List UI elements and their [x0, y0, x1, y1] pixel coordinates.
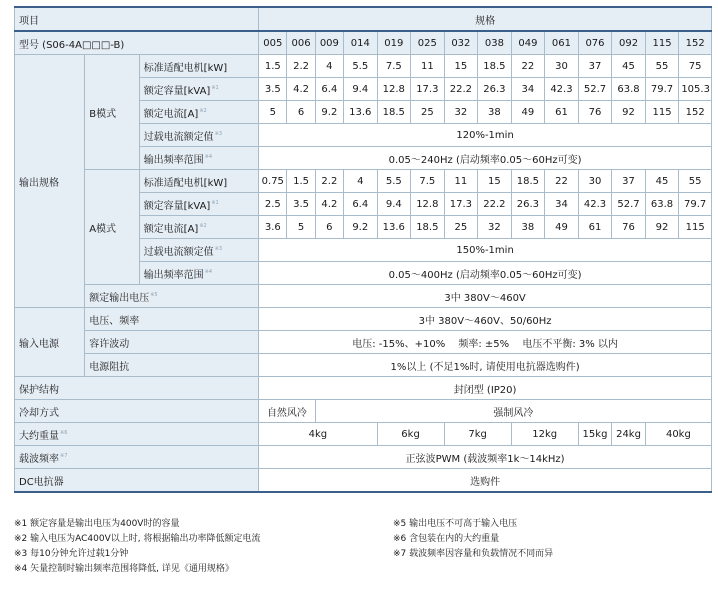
weight-cell: 24kg	[612, 423, 646, 446]
weight-cell: 7kg	[444, 423, 511, 446]
b-capacity-label: 额定容量[kVA]	[143, 85, 211, 97]
note-mark: ※4	[204, 154, 213, 161]
a-capacity-cell: 26.3	[511, 193, 545, 216]
a-current-cell: 38	[511, 216, 545, 239]
b-motor-cell: 4	[315, 55, 343, 78]
dc-label: DC电抗器	[15, 469, 259, 493]
b-capacity-cell: 26.3	[478, 78, 512, 101]
a-current-cell: 92	[645, 216, 679, 239]
b-current-cell: 152	[679, 101, 712, 124]
b-motor-cell: 30	[545, 55, 579, 78]
b-current-cell: 76	[578, 101, 612, 124]
weight-label: 大约重量	[19, 430, 59, 442]
a-current-label-cell	[139, 216, 258, 239]
a-current-cell: 3.6	[259, 216, 287, 239]
b-current-cell: 25	[411, 101, 445, 124]
a-current-cell: 13.6	[377, 216, 411, 239]
a-current-cell: 32	[478, 216, 512, 239]
b-motor-cell: 37	[578, 55, 612, 78]
model-code: 038	[478, 31, 512, 55]
b-current-label-cell	[139, 101, 258, 124]
input-voltage-row	[15, 308, 712, 331]
b-capacity-cell: 12.8	[377, 78, 411, 101]
model-code: 061	[545, 31, 579, 55]
b-freq-label-cell	[139, 147, 258, 170]
b-capacity-cell: 9.4	[344, 78, 378, 101]
b-motor-cell: 2.2	[287, 55, 315, 78]
footnote: ※2 输入电压为AC400V以上时, 将根据输出功率降低额定电流	[14, 534, 261, 544]
note-mark: ※1	[211, 200, 219, 207]
input-tolerance-row	[15, 331, 712, 354]
note-mark: ※2	[199, 223, 207, 230]
b-capacity-cell: 3.5	[259, 78, 287, 101]
input-impedance-value: 1%以上 (不足1%时, 请使用电抗器选购件)	[259, 354, 712, 377]
header-spec: 规格	[259, 7, 712, 31]
note-mark: ※5	[150, 292, 158, 299]
protection-value: 封闭型 (IP20)	[259, 377, 712, 400]
b-capacity-cell: 34	[511, 78, 545, 101]
input-impedance-row	[15, 354, 712, 377]
a-current-cell: 115	[679, 216, 712, 239]
b-motor-cell: 15	[444, 55, 478, 78]
note-mark: ※3	[214, 246, 223, 253]
b-overload-label-cell	[139, 124, 258, 147]
b-capacity-cell: 6.4	[315, 78, 343, 101]
a-freq-label-cell	[139, 262, 258, 285]
model-code: 014	[344, 31, 378, 55]
carrier-label: 载波频率	[19, 453, 59, 465]
weight-cell: 4kg	[259, 423, 377, 446]
b-capacity-cell: 17.3	[411, 78, 445, 101]
model-code: 152	[679, 31, 712, 55]
a-current-cell: 9.2	[344, 216, 378, 239]
notes-left	[14, 517, 260, 577]
a-motor-cell: 18.5	[511, 170, 545, 193]
footnote: ※6 含包装在内的大约重量	[393, 534, 500, 544]
a-capacity-label: 额定容量[kVA]	[143, 200, 211, 212]
model-code: 049	[511, 31, 545, 55]
footnote: ※4 矢量控制时输出频率范围将降低, 详见《通用规格》	[14, 564, 234, 574]
input-tolerance-value: 电压: -15%、+10% 频率: ±5% 电压不平衡: 3% 以内	[259, 331, 712, 354]
b-capacity-cell: 22.2	[444, 78, 478, 101]
a-motor-cell: 22	[545, 170, 579, 193]
b-capacity-cell: 4.2	[287, 78, 315, 101]
model-code: 025	[411, 31, 445, 55]
note-mark: ※7	[60, 453, 68, 460]
footnote: ※7 载波频率因容量和负载情况不同而异	[393, 549, 554, 559]
b-current-cell: 92	[612, 101, 646, 124]
b-motor-cell: 22	[511, 55, 545, 78]
footnote: ※1 额定容量是输出电压为400V时的容量	[14, 519, 180, 529]
b-motor-cell: 11	[411, 55, 445, 78]
protection-row	[15, 377, 712, 400]
weight-cell: 6kg	[377, 423, 444, 446]
carrier-value: 正弦波PWM (载波频率1k～14kHz)	[259, 446, 712, 469]
model-code: 009	[315, 31, 343, 55]
a-capacity-cell: 52.7	[612, 193, 646, 216]
a-current-cell: 61	[578, 216, 612, 239]
carrier-label-cell	[15, 446, 259, 469]
a-motor-cell: 30	[578, 170, 612, 193]
b-capacity-cell: 52.7	[578, 78, 612, 101]
dc-row	[15, 469, 712, 493]
model-row	[15, 31, 712, 55]
output-voltage-row	[15, 285, 712, 308]
a-capacity-cell: 79.7	[679, 193, 712, 216]
model-label: 型号 (S06-4A□□□-B)	[15, 31, 259, 55]
b-motor-cell: 5.5	[344, 55, 378, 78]
output-voltage-label: 额定输出电压	[89, 292, 150, 304]
b-motor-cell: 55	[645, 55, 679, 78]
b-current-cell: 61	[545, 101, 579, 124]
b-current-cell: 115	[645, 101, 679, 124]
a-current-cell: 18.5	[411, 216, 445, 239]
a-capacity-cell: 3.5	[287, 193, 315, 216]
a-current-label: 额定电流[A]	[143, 223, 199, 235]
a-current-cell: 6	[315, 216, 343, 239]
output-voltage-label-cell	[85, 285, 259, 308]
b-current-cell: 9.2	[315, 101, 343, 124]
a-motor-cell: 45	[645, 170, 679, 193]
model-code: 092	[612, 31, 646, 55]
a-capacity-cell: 4.2	[315, 193, 343, 216]
a-overload-label-cell	[139, 239, 258, 262]
a-current-cell: 49	[545, 216, 579, 239]
a-capacity-cell: 17.3	[444, 193, 478, 216]
a-overload-value: 150%-1min	[259, 239, 712, 262]
note-mark: ※6	[60, 430, 68, 437]
a-capacity-cell: 2.5	[259, 193, 287, 216]
a-motor-cell: 7.5	[411, 170, 445, 193]
a-motor-row	[15, 170, 712, 193]
note-mark: ※4	[204, 269, 213, 276]
a-capacity-cell: 9.4	[377, 193, 411, 216]
b-motor-cell: 45	[612, 55, 646, 78]
model-code: 019	[377, 31, 411, 55]
a-capacity-cell: 12.8	[411, 193, 445, 216]
note-mark: ※1	[211, 85, 219, 92]
spec-table	[14, 6, 712, 493]
input-group-label: 输入电源	[15, 308, 85, 377]
input-impedance-label: 电源阻抗	[85, 354, 259, 377]
carrier-row	[15, 446, 712, 469]
b-capacity-cell: 105.3	[679, 78, 712, 101]
output-voltage-value: 3中 380V～460V	[259, 285, 712, 308]
weight-row	[15, 423, 712, 446]
model-code: 076	[578, 31, 612, 55]
b-motor-label: 标准适配电机[kW]	[139, 55, 258, 78]
b-overload-label: 过载电流额定值	[143, 131, 214, 143]
b-motor-cell: 1.5	[259, 55, 287, 78]
a-motor-cell: 1.5	[287, 170, 315, 193]
a-motor-cell: 5.5	[377, 170, 411, 193]
a-motor-cell: 2.2	[315, 170, 343, 193]
note-mark: ※2	[199, 108, 207, 115]
notes-right	[393, 517, 553, 562]
cooling-natural: 自然风冷	[259, 400, 316, 423]
a-current-cell: 5	[287, 216, 315, 239]
a-mode-label: A模式	[85, 170, 139, 285]
a-capacity-cell: 42.3	[578, 193, 612, 216]
a-motor-cell: 55	[679, 170, 712, 193]
weight-label-cell	[15, 423, 259, 446]
a-motor-cell: 0.75	[259, 170, 287, 193]
a-motor-cell: 37	[612, 170, 646, 193]
model-code: 005	[259, 31, 287, 55]
b-current-cell: 18.5	[377, 101, 411, 124]
b-capacity-cell: 63.8	[612, 78, 646, 101]
b-motor-cell: 18.5	[478, 55, 512, 78]
b-capacity-cell: 42.3	[545, 78, 579, 101]
model-code: 032	[444, 31, 478, 55]
a-overload-label: 过载电流额定值	[143, 246, 214, 258]
b-current-label: 额定电流[A]	[143, 108, 199, 120]
weight-cell: 15kg	[578, 423, 612, 446]
b-current-cell: 13.6	[344, 101, 378, 124]
cooling-row	[15, 400, 712, 423]
b-motor-row	[15, 55, 712, 78]
input-voltage-value: 3中 380V～460V、50/60Hz	[259, 308, 712, 331]
a-freq-value: 0.05～400Hz (启动频率0.05～60Hz可变)	[259, 262, 712, 285]
cooling-forced: 强制风冷	[315, 400, 711, 423]
b-current-cell: 5	[259, 101, 287, 124]
a-capacity-cell: 34	[545, 193, 579, 216]
weight-cell: 40kg	[645, 423, 711, 446]
b-freq-value: 0.05～240Hz (启动频率0.05～60Hz可变)	[259, 147, 712, 170]
input-tolerance-label: 容许波动	[85, 331, 259, 354]
output-group-label: 输出规格	[15, 55, 85, 308]
a-freq-label: 输出频率范围	[143, 269, 204, 281]
model-code: 006	[287, 31, 315, 55]
b-freq-label: 输出频率范围	[143, 154, 204, 166]
b-capacity-cell: 79.7	[645, 78, 679, 101]
b-motor-cell: 7.5	[377, 55, 411, 78]
a-capacity-cell: 63.8	[645, 193, 679, 216]
a-current-cell: 76	[612, 216, 646, 239]
footnote: ※3 每10分钟允许过载1分钟	[14, 549, 129, 559]
a-motor-cell: 15	[478, 170, 512, 193]
model-code: 115	[645, 31, 679, 55]
b-capacity-label-cell	[139, 78, 258, 101]
a-current-cell: 25	[444, 216, 478, 239]
a-capacity-label-cell	[139, 193, 258, 216]
b-motor-cell: 75	[679, 55, 712, 78]
input-voltage-label: 电压、频率	[85, 308, 259, 331]
b-current-cell: 38	[478, 101, 512, 124]
dc-value: 选购件	[259, 469, 712, 493]
b-mode-label: B模式	[85, 55, 139, 170]
note-mark: ※3	[214, 131, 223, 138]
b-current-cell: 49	[511, 101, 545, 124]
a-motor-label: 标准适配电机[kW]	[139, 170, 258, 193]
protection-label: 保护结构	[15, 377, 259, 400]
a-capacity-cell: 22.2	[478, 193, 512, 216]
b-overload-value: 120%-1min	[259, 124, 712, 147]
header-row	[15, 7, 712, 31]
header-item: 项目	[15, 7, 259, 31]
a-motor-cell: 11	[444, 170, 478, 193]
a-motor-cell: 4	[344, 170, 378, 193]
b-current-cell: 32	[444, 101, 478, 124]
a-capacity-cell: 6.4	[344, 193, 378, 216]
footnote: ※5 输出电压不可高于输入电压	[393, 519, 518, 529]
weight-cell: 12kg	[511, 423, 578, 446]
b-current-cell: 6	[287, 101, 315, 124]
cooling-label: 冷却方式	[15, 400, 259, 423]
